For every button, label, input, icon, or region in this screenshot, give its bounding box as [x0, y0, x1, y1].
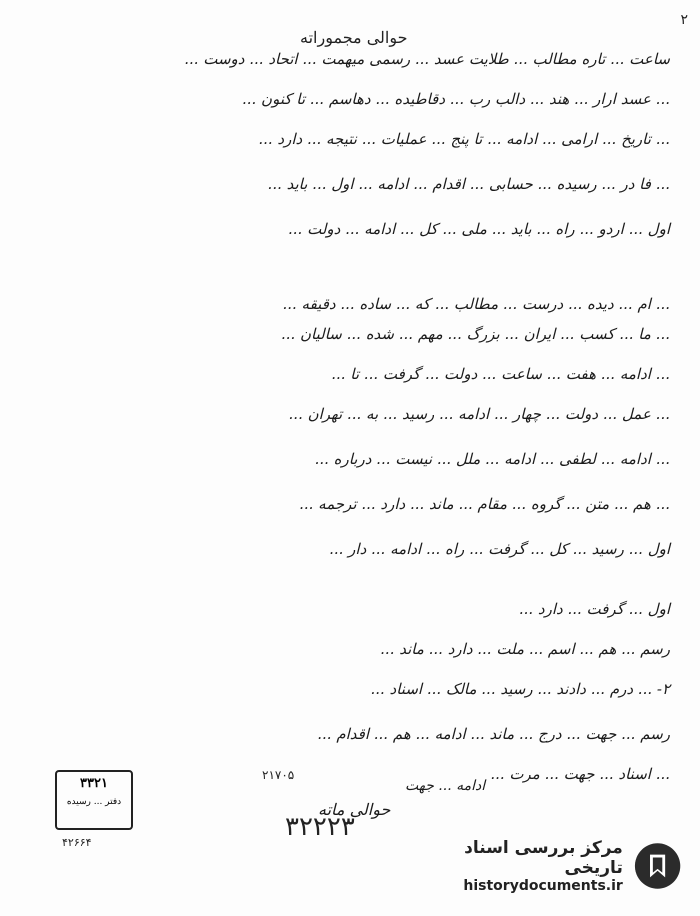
watermark-title: مرکز بررسی اسناد تاریخی — [464, 838, 623, 878]
signature: ادامه ... جهت — [405, 778, 486, 794]
stamp-number: ۳۳۲۱ — [80, 776, 108, 791]
watermark — [412, 834, 682, 898]
text-line-7: ... ام ... دیده ... درست ... مطالب ... که ... ساده ... دقیقه ... — [282, 295, 670, 313]
header-note: حوالی مجموراته — [300, 28, 408, 47]
text-line-10: ... عمل ... دولت ... چهار ... ادامه ... رسید ... به ... تهران ... — [288, 405, 670, 423]
text-line-13: اول ... رسید ... کل ... گرفت ... راه ... ادامه ... دار ... — [329, 540, 670, 558]
footer-number: ۳۲۲۲۳ — [285, 812, 355, 842]
footer-label: حوالی ماته — [318, 800, 391, 819]
text-line-8: ... ما ... کسب ... ایران ... بزرگ ... مهم ... شده ... سالیان ... — [280, 325, 670, 343]
text-line-11: ... ادامه ... لطفی ... ادامه ... ملل ... نیست ... درباره ... — [314, 450, 670, 468]
text-line-3: ... تاریخ ... ارامی ... ادامه ... تا پنج ... عملیات ... نتیجه ... دارد ... — [258, 130, 670, 148]
text-line-18: ... اسناد ... جهت ... مرت ... — [490, 765, 670, 783]
text-line-14: اول ... گرفت ... دارد ... — [518, 600, 670, 618]
bookmark-logo-icon — [633, 840, 682, 892]
text-line-17: رسم ... جهت ... درج ... ماند ... ادامه ... هم ... اقدام ... — [317, 725, 670, 743]
text-line-9: ... ادامه ... هفت ... ساعت ... دولت ... گرفت ... تا ... — [331, 365, 670, 383]
text-line-1: ساعت ... تاره مطالب ... طلایت عسد ... رسمی میهمت ... اتحاد ... دوست ... — [184, 50, 670, 68]
stamp-label: دفتر ... رسیده — [66, 797, 122, 807]
text-line-12: ... هم ... متن ... گروه ... مقام ... ماند ... دارد ... ترجمه ... — [299, 495, 670, 513]
registry-stamp — [55, 770, 133, 830]
stamp-code: ۴۲۶۶۴ — [62, 836, 92, 849]
text-line-15: رسم ... هم ... اسم ... ملت ... دارد ... ماند ... — [380, 640, 670, 658]
page-number: ۲ — [680, 12, 688, 28]
reference-number: ۲۱۷۰۵ — [262, 768, 295, 782]
text-line-4: ... فا در ... رسیده ... حسابی ... اقدام ... ادامه ... اول ... باید ... — [267, 175, 670, 193]
text-line-2: ... عسد ارار ... هند ... دالب رب ... دقاطیده ... دهاسم ... تا کنون ... — [241, 90, 670, 108]
text-line-16: ۲- ... درم ... دادند ... رسید ... مالک ... اسناد ... — [370, 680, 670, 698]
text-line-5: اول ... اردو ... راه ... باید ... ملی ... کل ... ادامه ... دولت ... — [288, 220, 670, 238]
watermark-url: historydocuments.ir — [463, 878, 623, 894]
